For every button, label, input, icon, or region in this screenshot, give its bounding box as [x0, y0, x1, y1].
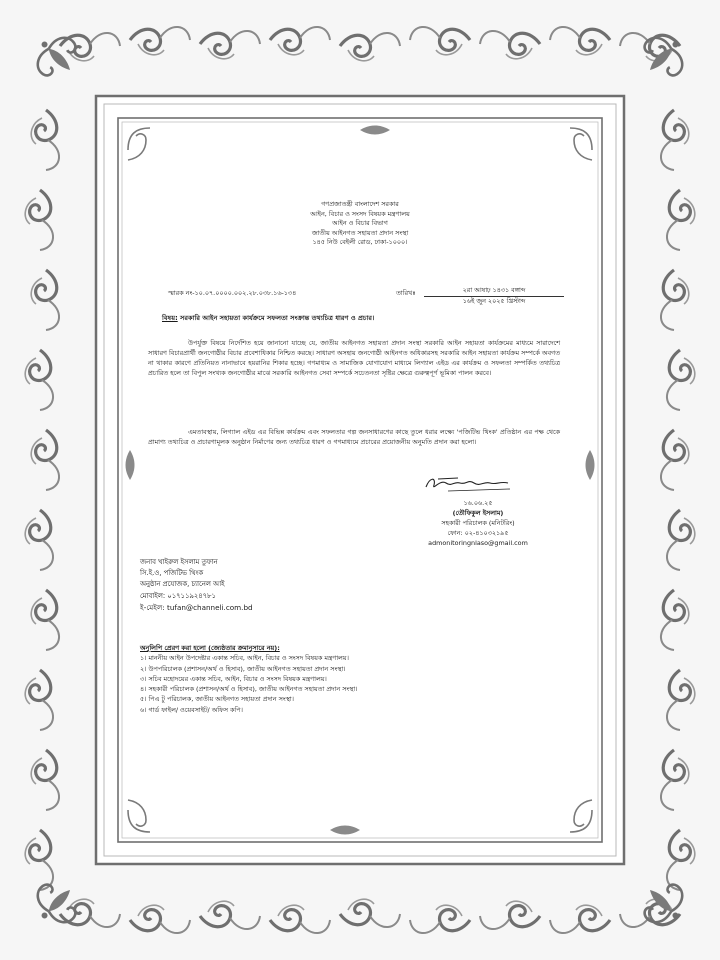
copy-to-block — [140, 643, 540, 715]
recipient-email: ই-মেইল: tufan@channeli.com.bd — [140, 602, 253, 612]
copy-to-title: অনুলিপি প্রেরণ করা হলো (জ্যেষ্ঠতার ক্রমানুসারে নয়): — [140, 644, 280, 652]
signatory-phone: ফোন: ০২-৪১০৩২১৯৫ — [447, 528, 509, 537]
organization-name: জাতীয় আইনগত সহায়তা প্রদান সংস্থা — [311, 228, 409, 237]
date-english: ১৬ই জুন ২০২৫ খ্রিস্টাব্দ — [462, 296, 526, 305]
body-paragraph-2: এমতাবস্থায়, লিগ্যাল এইড এর বিভিন্ন কার্যক্রম এবং সফলতার গল্প জনসাধারণের কাছে তুলে ধরার লক্ষ্যে 'পজিটিভ থিংক' প্রতিষ্ঠান এর পক্ষ থেকে প্রামাণ্য তথ্যচিত্র ও প্রচারণামূলক অনুষ্ঠান নির্মাণের জন্য তথ্যচিত্র ধারণ ও গণমাধ্যমে প্রচারের প্রয়োজনীয় অনুমতি প্রদান করা হলো। — [148, 428, 560, 447]
copy-to-list — [140, 653, 540, 715]
recipient-role: অনুষ্ঠান প্রযোজক, চ্যানেল আই — [140, 580, 225, 589]
signatory-name: (তৌফিকুল ইসলাম) — [452, 508, 504, 517]
recipient-block — [140, 557, 253, 614]
handwritten-signature — [418, 475, 538, 495]
signature-date: ১৬.০৬.২৫ — [463, 498, 493, 507]
copy-to-item: ৩। সচিব মহোদয়ের একান্ত সচিব, আইন, বিচার ও সংসদ বিষয়ক মন্ত্রণালয়। — [140, 674, 327, 683]
signatory-email: admonitoringnlaso@gmail.com — [428, 538, 528, 547]
subject-text: সরকারি আইন সহায়তা কার্যক্রমে সফলতা সংক্রান্ত তথ্যচিত্র ধারণ ও প্রচার। — [180, 314, 375, 322]
address: ১৪৫ নিউ বেইলী রোড, ঢাকা-১০০০। — [312, 238, 408, 247]
letterhead — [150, 200, 570, 248]
date-label: তারিখঃ — [396, 289, 416, 297]
ministry-name: আইন, বিচার ও সংসদ বিষয়ক মন্ত্রণালয় — [310, 209, 410, 218]
copy-to-item: ৪। সহকারী পরিচালক (প্রশাসন/অর্থ ও হিসাব), জাতীয় আইনগত সহায়তা প্রদান সংস্থা। — [140, 685, 358, 693]
recipient-name: জনাব খাইরুল ইসলাম তুফান — [140, 558, 218, 566]
signature-block — [408, 475, 548, 549]
copy-to-item: ৬। গার্ড ফাইল/ ওয়েবসাইট/ অফিস কপি। — [140, 705, 243, 714]
copy-to-item: ২। উপপরিচালক (প্রশাসন/অর্থ ও হিসাব), জাতীয় আইনগত সহায়তা প্রদান সংস্থা। — [140, 664, 346, 673]
reference-row — [168, 286, 570, 310]
date-bangla: ২রা আষাঢ় ১৪৩১ বঙ্গাব্দ — [424, 286, 564, 297]
subject-label: বিষয়: — [162, 314, 178, 322]
copy-to-item: ৫। পিএ টু পরিচালক, জাতীয় আইনগত সহায়তা প্রদান সংস্থা। — [140, 695, 294, 704]
recipient-title: সি.ই.ও, পজিটিভ থিংক — [140, 569, 204, 578]
signatory-designation: সহকারী পরিচালক (মনিটরিং) — [441, 518, 515, 527]
memo-number: স্মারক নং-১০.০৭.০০০০.০০২.২৮.০৩৮.১৬-১৩৪ — [168, 289, 297, 297]
subject-line — [162, 313, 570, 323]
letter-document — [140, 200, 570, 800]
copy-to-item: ১। মাননীয় আইন উপদেষ্টার একান্ত সচিব, আইন, বিচার ও সংসদ বিষয়ক মন্ত্রণালয়। — [140, 654, 349, 663]
recipient-mobile: মোবাইল: ০১৭১১৯২৪৭৮১ — [140, 591, 216, 600]
govt-name: গণপ্রজাতন্ত্রী বাংলাদেশ সরকার — [321, 200, 399, 208]
body-paragraph-1: উপর্যুক্ত বিষয়ে নির্দেশিত হয়ে জানানো যাচ্ছে যে, জাতীয় আইনগত সহায়তা প্রদান সংস্থা সরকারি আইন সহায়তা কার্যক্রমের মাধ্যমে সারাদেশে সাধারণ বিচারপ্রার্থী জনগোষ্ঠীর বিচার প্রবেশাধিকার নিশ্চিত করছে। সাধারণ অসহায় জনগোষ্ঠী আইনগত অধিকারসহ সরকারি আইন সহায়তা কার্যক্রম সম্পর্কে অবগত না থাকার কারণে প্রতিনিয়ত নানাভাবে হয়রানির শিকার হচ্ছে। গণমাধ্যম ও সামাজিক যোগাযোগ মাধ্যমে লিগ্যাল এইড এর কার্যক্রম ও সফলতা সম্পর্কিত তথ্যচিত্র প্রচারিত হলে তা বিপুল সংখ্যক জনগোষ্ঠীর মাঝে সরকারি আইনগত সেবা সম্পর্কে সচেতনতা সৃষ্টির ক্ষেত্রে গুরুত্বপূর্ণ ভূমিকা পালন করবে। — [148, 339, 560, 378]
division-name: আইন ও বিচার বিভাগ — [332, 219, 388, 228]
